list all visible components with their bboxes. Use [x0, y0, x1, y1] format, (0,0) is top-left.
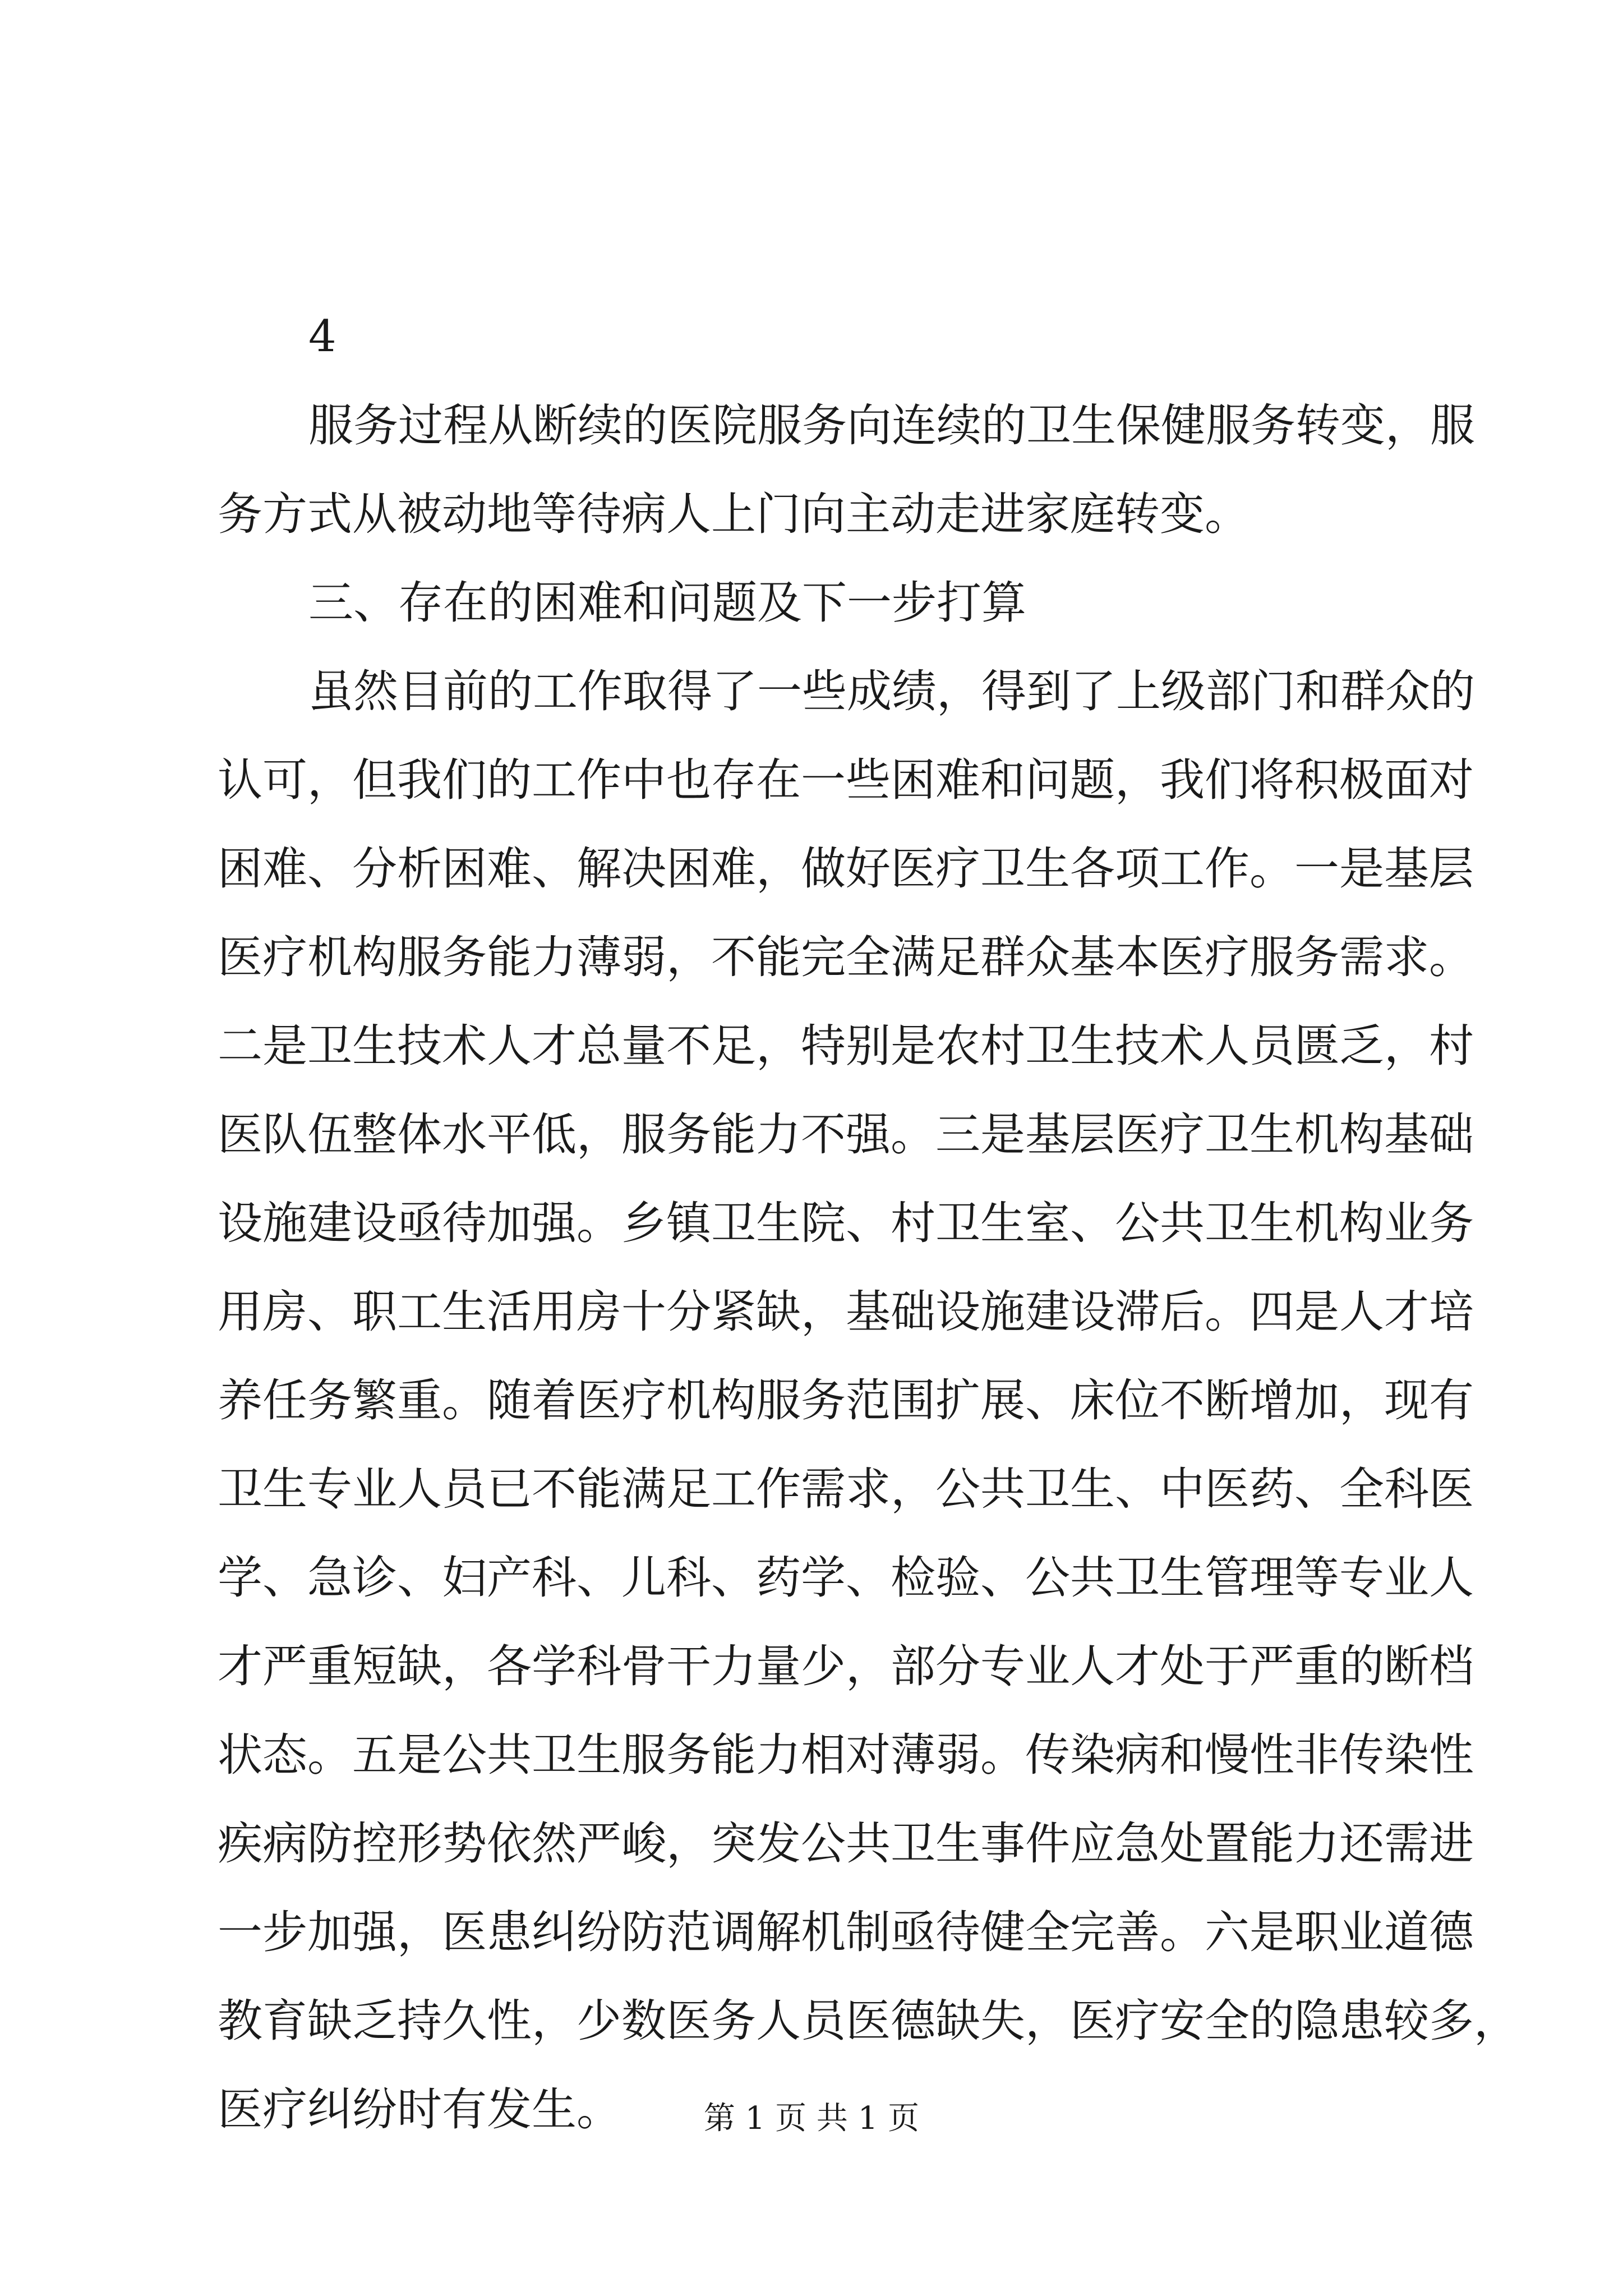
- section-heading: 三、存在的困难和问题及下一步打算: [308, 577, 1026, 629]
- paragraph-1-line: 务方式从被动地等待病人上门向主动走进家庭转变。: [218, 488, 1249, 540]
- page-footer: 第 1 页 共 1 页: [703, 2100, 920, 2137]
- paragraph-2-line: 养任务繁重。随着医疗机构服务范围扩展、床位不断增加，现有: [218, 1374, 1474, 1427]
- paragraph-1-line: 服务过程从断续的医院服务向连续的卫生保健服务转变，服: [308, 399, 1475, 452]
- paragraph-2-line: 虽然目前的工作取得了一些成绩，得到了上级部门和群众的: [308, 665, 1475, 717]
- paragraph-2-line: 教育缺乏持久性，少数医务人员医德缺失，医疗安全的隐患较多，: [218, 1995, 1519, 2047]
- paragraph-2-line: 医疗纠纷时有发生。: [218, 2083, 621, 2136]
- paragraph-2-line: 用房、职工生活用房十分紧缺，基础设施建设滞后。四是人才培: [218, 1286, 1474, 1338]
- section-number: 4: [308, 311, 336, 362]
- document-body: [218, 292, 1519, 2154]
- paragraph-2-line: 疾病防控形势依然严峻，突发公共卫生事件应急处置能力还需进: [218, 1818, 1474, 1870]
- paragraph-2-line: 卫生专业人员已不能满足工作需求，公共卫生、中医药、全科医: [218, 1463, 1474, 1515]
- paragraph-2-line: 困难、分析困难、解决困难，做好医疗卫生各项工作。一是基层: [218, 843, 1474, 895]
- paragraph-2-line: 医疗机构服务能力薄弱，不能完全满足群众基本医疗服务需求。: [218, 931, 1474, 983]
- paragraph-2-line: 才严重短缺，各学科骨干力量少，部分专业人才处于严重的断档: [218, 1640, 1474, 1692]
- paragraph-2-line: 学、急诊、妇产科、儿科、药学、检验、公共卫生管理等专业人: [218, 1552, 1474, 1604]
- paragraph-2-line: 认可，但我们的工作中也存在一些困难和问题，我们将积极面对: [218, 754, 1474, 806]
- paragraph-2-line: 状态。五是公共卫生服务能力相对薄弱。传染病和慢性非传染性: [218, 1729, 1474, 1781]
- paragraph-2-line: 二是卫生技术人才总量不足，特别是农村卫生技术人员匮乏，村: [218, 1020, 1474, 1072]
- paragraph-2-line: 一步加强，医患纠纷防范调解机制亟待健全完善。六是职业道德: [218, 1906, 1474, 1958]
- paragraph-2-line: 医队伍整体水平低，服务能力不强。三是基层医疗卫生机构基础: [218, 1108, 1474, 1161]
- paragraph-2-line: 设施建设亟待加强。乡镇卫生院、村卫生室、公共卫生机构业务: [218, 1197, 1474, 1249]
